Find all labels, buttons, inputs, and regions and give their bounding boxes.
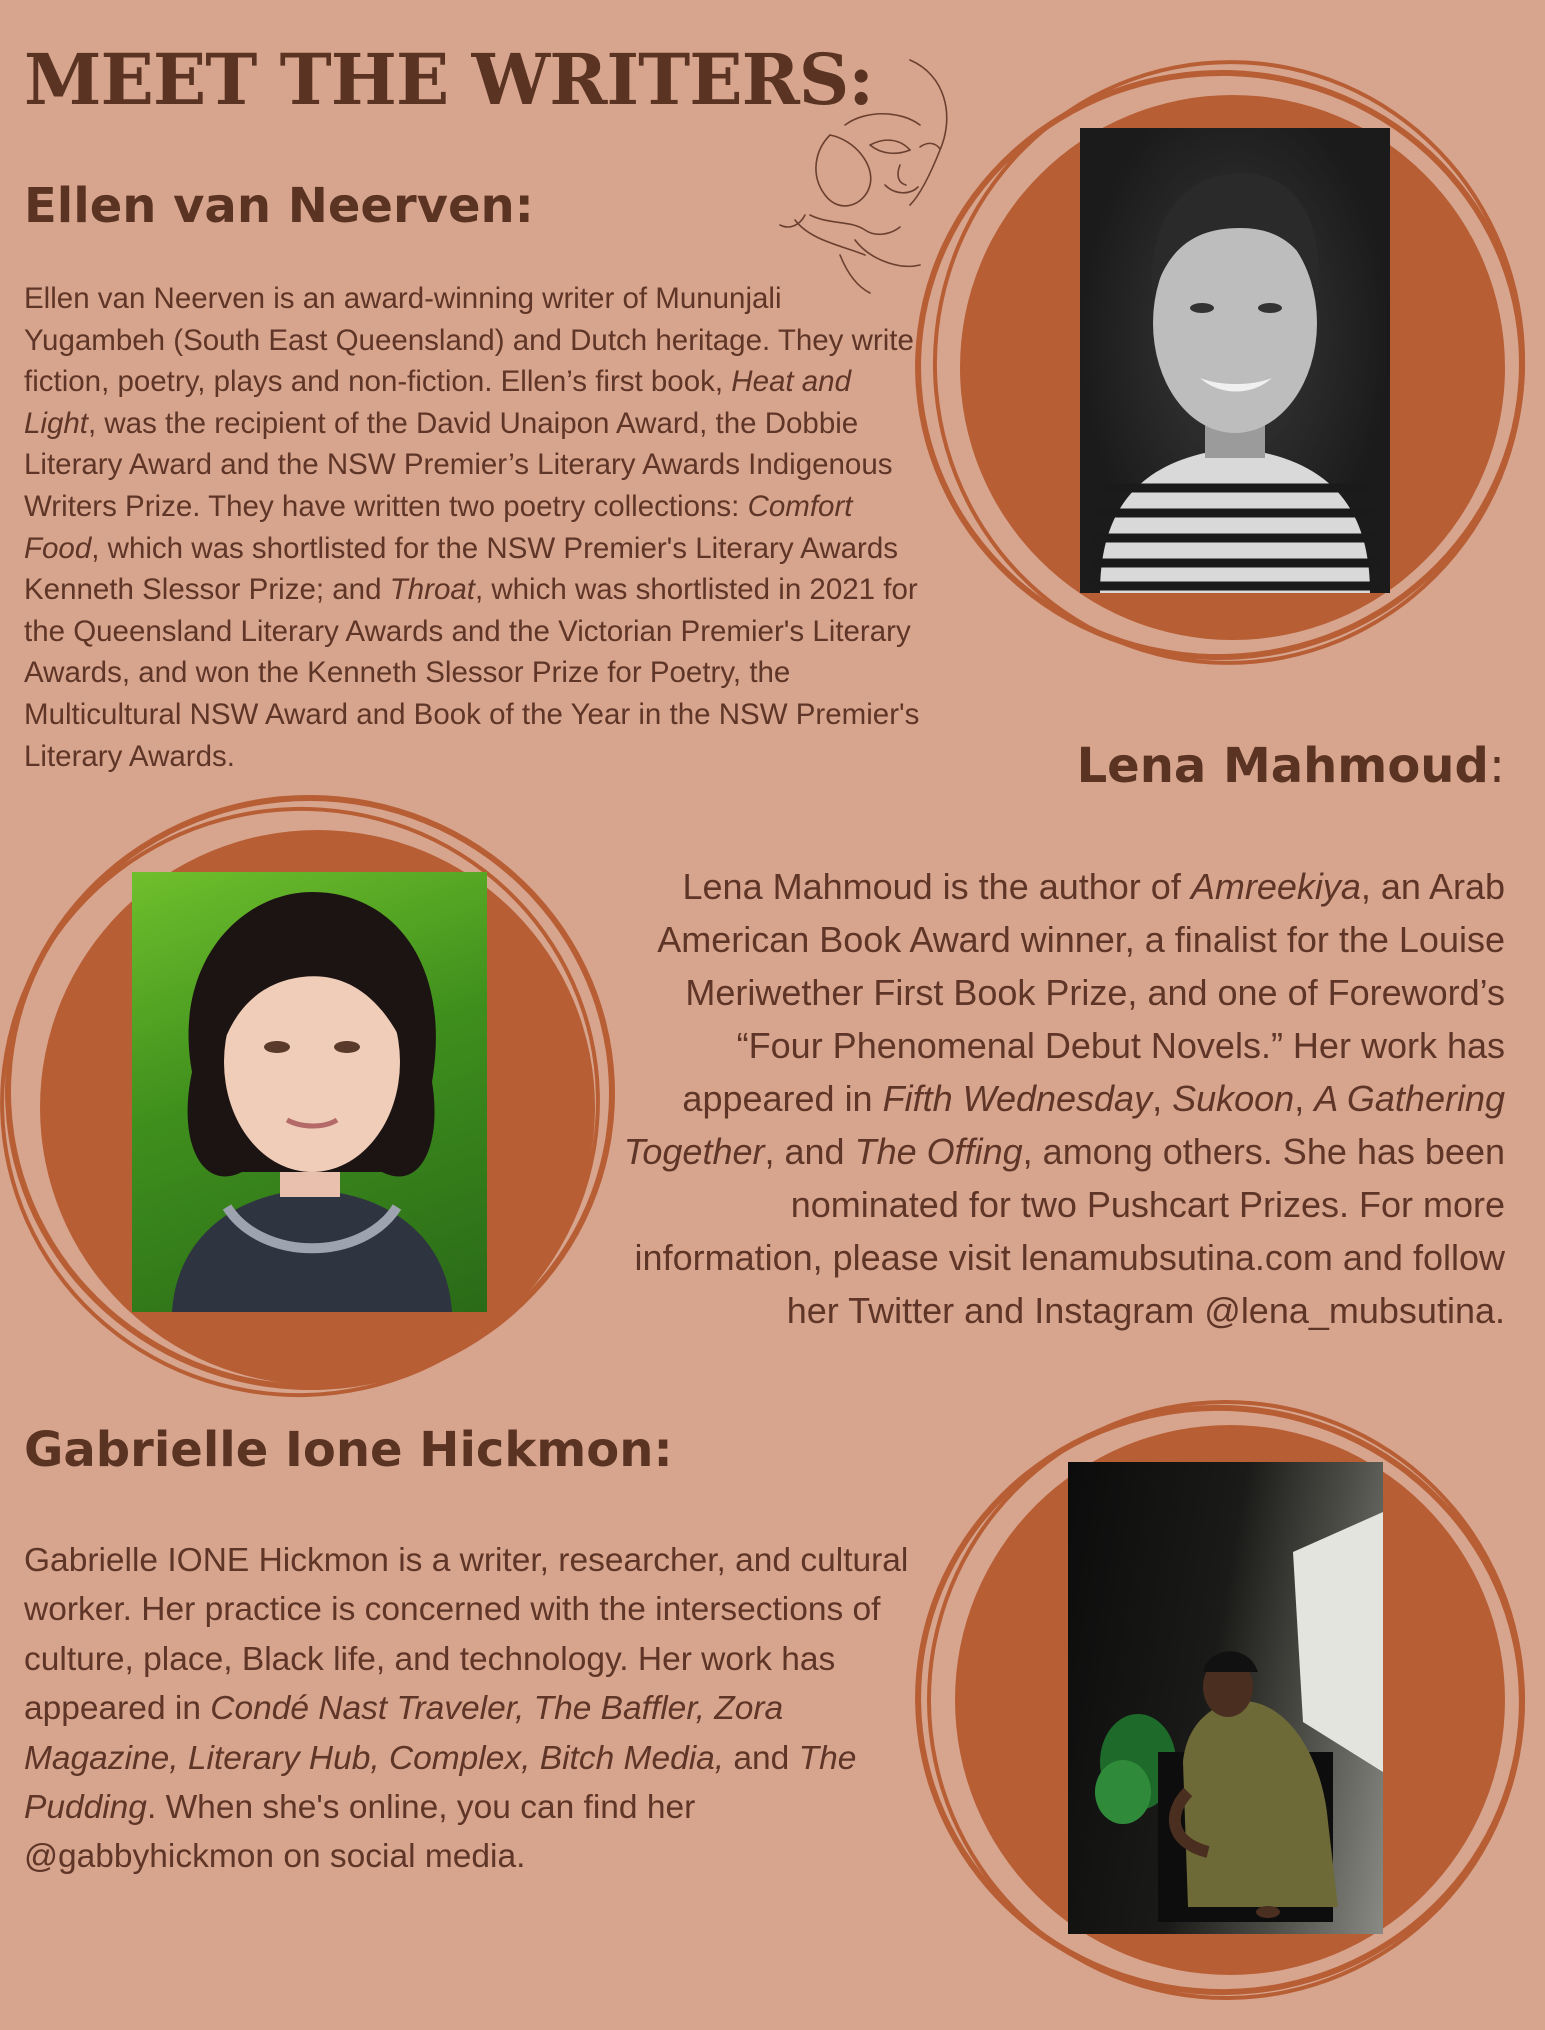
bio-italic-title: The Offing xyxy=(854,1131,1023,1172)
bio-text: , an Arab American Book Award winner, a finalist for the Louise Meriwether First Book Prize, and one of Foreword’s “Four Phenomenal Debut Novels.” Her work has appeared in xyxy=(657,866,1505,1119)
bio-italic-title: The Pudding xyxy=(24,1739,857,1827)
writer-name-ellen-van-neerven: Ellen van Neerven: xyxy=(24,178,534,234)
page-title: MEET THE WRITERS: xyxy=(24,38,874,121)
bio-text: and xyxy=(724,1739,799,1777)
writer-bio-ellen-van-neerven xyxy=(24,278,924,777)
bio-text: , xyxy=(1152,1078,1173,1119)
writer-bio-lena-mahmoud xyxy=(605,860,1505,1337)
bio-text: , among others. She has been nominated for two Pushcart Prizes. For more information, please visit lenamubsutina.com and follow her Twitter and Instagram @lena_mubsutina. xyxy=(634,1131,1505,1331)
bio-text: Lena Mahmoud is the author of xyxy=(682,866,1191,907)
portrait-photo-ellen xyxy=(1080,128,1390,593)
bio-italic-title: Fifth Wednesday xyxy=(882,1078,1153,1119)
bio-italic-title: Comfort Food xyxy=(24,489,853,565)
portrait-photo-lena xyxy=(132,872,487,1312)
portrait-photo-gabrielle xyxy=(1068,1462,1383,1934)
bio-text: , and xyxy=(764,1131,855,1172)
writer-name-lena-mahmoud: Lena Mahmoud: xyxy=(1076,738,1505,794)
bio-italic-title: A Gathering Together xyxy=(623,1078,1505,1172)
bio-italic-title: Heat and Light xyxy=(24,365,851,440)
bio-text: , which was shortlisted for the NSW Premier's Literary Awards Kenneth Slessor Prize; and xyxy=(24,531,899,607)
bio-text: . When she's online, you can find her @gabbyhickmon on social media. xyxy=(24,1789,696,1876)
bio-italic-title: Condé Nast Traveler, The Baffler, Zora Magazine, Literary Hub, Complex, Bitch Media, xyxy=(24,1690,784,1777)
bio-text: , xyxy=(1294,1078,1315,1119)
bio-italic-title: Throat xyxy=(389,573,475,607)
bio-text: , was the recipient of the David Unaipon Award, the Dobbie Literary Award and the NSW Premier’s Literary Awards Indigenous Writers Prize. They have written two poetry collections: xyxy=(24,406,893,523)
bio-italic-title: Sukoon xyxy=(1172,1078,1295,1119)
portrait-frame-ellen xyxy=(915,60,1535,670)
portrait-frame-lena xyxy=(0,795,620,1395)
writer-bio-gabrielle-ione-hickmon xyxy=(24,1536,924,1882)
bio-text: , which was shortlisted in 2021 for the Queensland Literary Awards and the Victorian Premier's Literary Awards, and won the Kenneth Slessor Prize for Poetry, the Multicultural NSW Award and Book of the Year in the NSW Premier's Literary Awards. xyxy=(24,573,920,773)
portrait-frame-gabrielle xyxy=(915,1400,1535,2000)
bio-text: Ellen van Neerven is an award-winning writer of Mununjali Yugambeh (South East Queensland) and Dutch heritage. They write fiction, poetry, plays and non-fiction. Ellen’s first book, xyxy=(24,282,914,399)
bio-text: Gabrielle IONE Hickmon is a writer, researcher, and cultural worker. Her practice is concerned with the intersections of culture, place, Black life, and technology. Her work has appeared in xyxy=(24,1542,909,1728)
writer-name-gabrielle-ione-hickmon: Gabrielle Ione Hickmon: xyxy=(24,1422,673,1478)
bio-italic-title: Amreekiya xyxy=(1190,866,1361,907)
